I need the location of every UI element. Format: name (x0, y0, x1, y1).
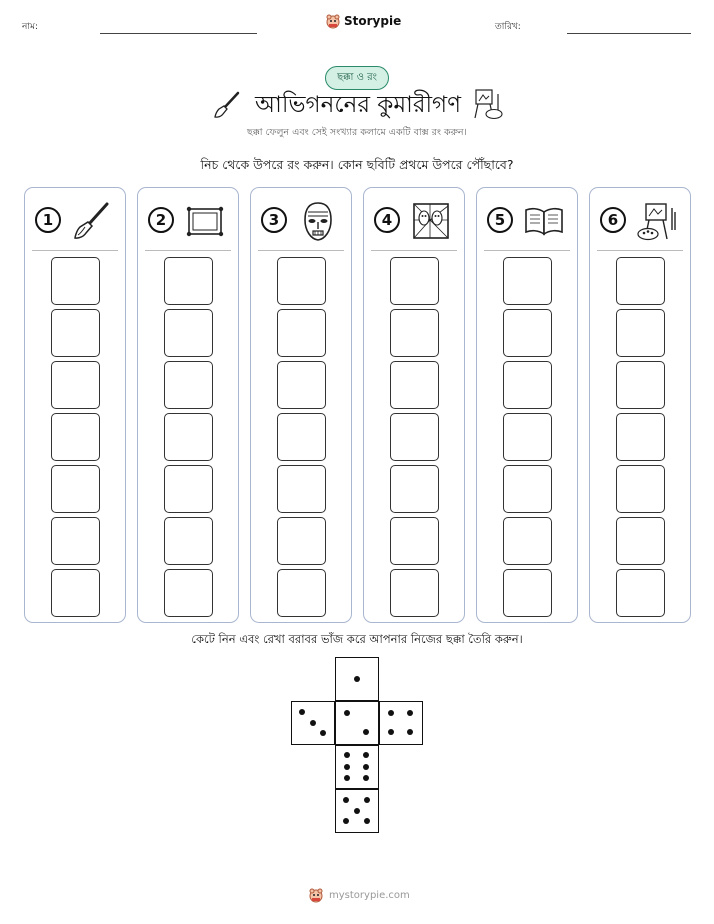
color-box[interactable] (164, 361, 213, 409)
footer (308, 887, 410, 903)
color-box[interactable] (51, 517, 100, 565)
dice-pip (344, 775, 350, 781)
column-6 (589, 187, 691, 623)
dice-pip (363, 775, 369, 781)
color-box[interactable] (277, 413, 326, 461)
dice-face-2 (335, 701, 379, 745)
color-box[interactable] (164, 309, 213, 357)
color-box[interactable] (51, 465, 100, 513)
brand-logo (325, 13, 401, 29)
color-box[interactable] (616, 569, 665, 617)
dice-face-4 (379, 701, 423, 745)
column-divider (371, 250, 457, 251)
color-box[interactable] (164, 517, 213, 565)
color-box[interactable] (503, 361, 552, 409)
color-box[interactable] (390, 309, 439, 357)
column-divider (145, 250, 231, 251)
color-box[interactable] (390, 517, 439, 565)
activity-badge: ছক্কা ও রং (325, 66, 389, 90)
color-box[interactable] (503, 413, 552, 461)
color-box[interactable] (616, 465, 665, 513)
cubist-painting-icon (410, 200, 452, 242)
date-label: তারিখ: (495, 22, 521, 32)
column-number: 5 (487, 207, 513, 233)
dice-pip (354, 676, 360, 682)
color-box[interactable] (503, 569, 552, 617)
column-number: 3 (261, 207, 287, 233)
dice-pip (407, 710, 413, 716)
dice-pip (344, 710, 350, 716)
dice-pip (364, 797, 370, 803)
name-label: নাম: (22, 22, 39, 32)
color-box[interactable] (390, 257, 439, 305)
color-box[interactable] (277, 361, 326, 409)
column-3 (250, 187, 352, 623)
column-4 (363, 187, 465, 623)
dice-pip (363, 729, 369, 735)
color-box[interactable] (164, 569, 213, 617)
color-box[interactable] (616, 517, 665, 565)
dice-pip (388, 710, 394, 716)
dice-pip (343, 797, 349, 803)
column-number: 2 (148, 207, 174, 233)
color-box[interactable] (390, 413, 439, 461)
color-box[interactable] (616, 361, 665, 409)
color-box[interactable] (277, 309, 326, 357)
column-divider (258, 250, 344, 251)
color-box[interactable] (51, 569, 100, 617)
dice-pip (344, 752, 350, 758)
dice-face-6 (335, 745, 379, 789)
color-box[interactable] (51, 361, 100, 409)
color-box[interactable] (51, 257, 100, 305)
column-5 (476, 187, 578, 623)
column-divider (32, 250, 118, 251)
color-box[interactable] (390, 569, 439, 617)
column-1 (24, 187, 126, 623)
color-box[interactable] (503, 517, 552, 565)
dice-pip (407, 729, 413, 735)
dice-pip (344, 764, 350, 770)
page-subtitle: ছক্কা ফেলুন এবং সেই সংখ্যার কলামে একটি বাক্স রং করুন। (247, 127, 467, 138)
dice-pip (363, 752, 369, 758)
paintbrush-icon (212, 90, 242, 120)
dice-pip (388, 729, 394, 735)
color-box[interactable] (164, 465, 213, 513)
color-box[interactable] (277, 569, 326, 617)
color-box[interactable] (503, 309, 552, 357)
color-box[interactable] (390, 361, 439, 409)
storypie-mascot-icon (325, 13, 341, 29)
dice-pip (343, 818, 349, 824)
coloring-instruction: নিচ থেকে উপরে রং করুন। কোন ছবিটি প্রথমে উপরে পৌঁছাবে? (200, 157, 514, 172)
color-box[interactable] (51, 413, 100, 461)
color-box[interactable] (164, 257, 213, 305)
column-number: 1 (35, 207, 61, 233)
tribal-mask-icon (297, 200, 339, 242)
dice-pip (364, 818, 370, 824)
easel-palette-icon (470, 86, 504, 120)
dice-face-1 (335, 657, 379, 701)
column-divider (484, 250, 570, 251)
brand-name: Storypie (344, 14, 402, 28)
column-divider (597, 250, 683, 251)
dice-pip (354, 808, 360, 814)
color-box[interactable] (51, 309, 100, 357)
color-box[interactable] (616, 413, 665, 461)
color-box[interactable] (390, 465, 439, 513)
dice-face-5 (335, 789, 379, 833)
storypie-mascot-icon (308, 887, 324, 903)
dice-pip (363, 764, 369, 770)
color-box[interactable] (616, 309, 665, 357)
dice-pip (310, 720, 316, 726)
color-box[interactable] (277, 257, 326, 305)
page-title: আভিগননের কুমারীগণ (255, 92, 462, 118)
footer-site: mystorypie.com (329, 889, 410, 901)
dice-pip (320, 730, 326, 736)
color-box[interactable] (616, 257, 665, 305)
color-box[interactable] (277, 517, 326, 565)
name-line[interactable] (100, 33, 257, 34)
color-box[interactable] (503, 465, 552, 513)
canvas-frame-icon (184, 200, 226, 242)
open-book-icon (523, 200, 565, 242)
dice-face-3 (291, 701, 335, 745)
paintbrush-icon (71, 200, 113, 242)
color-box[interactable] (503, 257, 552, 305)
column-2 (137, 187, 239, 623)
cut-instruction: কেটে নিন এবং রেখা বরাবর ভাঁজ করে আপনার নিজের ছক্কা তৈরি করুন। (191, 632, 523, 646)
date-line[interactable] (567, 33, 691, 34)
dice-pip (299, 709, 305, 715)
column-number: 4 (374, 207, 400, 233)
column-number: 6 (600, 207, 626, 233)
easel-palette-icon (636, 200, 678, 242)
color-box[interactable] (164, 413, 213, 461)
color-box[interactable] (277, 465, 326, 513)
